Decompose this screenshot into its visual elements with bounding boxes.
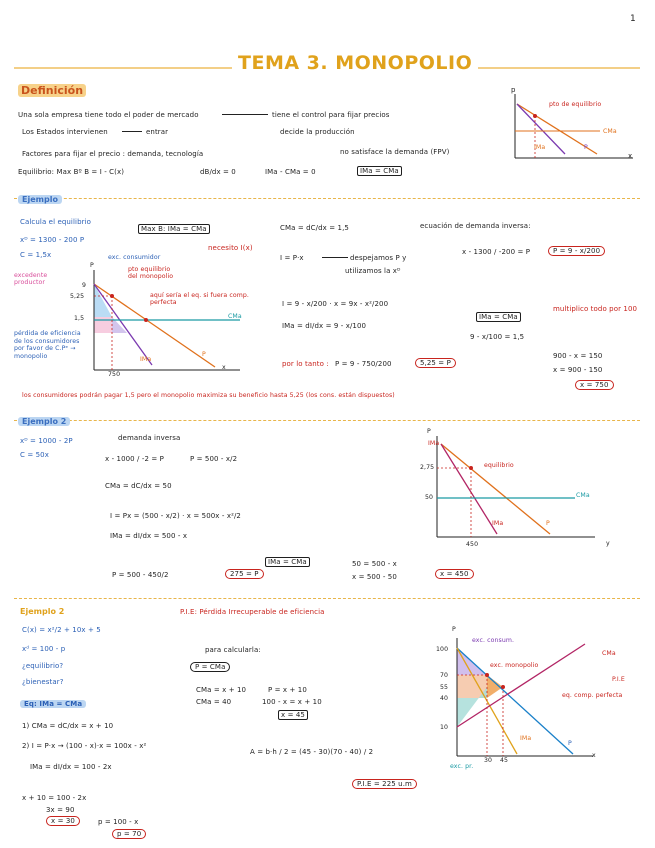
arrow-line [122,131,142,132]
ej2-b2: x - 1000 / -2 = P [105,455,164,463]
ej2-g-ima2: IMa [492,520,504,527]
ej1-g-9: 9 [82,282,87,289]
ej1-note: los consumidores podrán pagar 1,5 pero el monopolio maximiza su beneficio hasta 5,25 (los cons. están dispuestos) [22,392,395,399]
ej2-b6: IMa = dI/dx = 500 - x [110,532,188,540]
ej1-c16: por lo tanto : [282,360,329,368]
ej3-a5: Eq: IMa = CMa [20,700,86,708]
example2-heading: Ejemplo 2 [18,417,70,426]
ej3-b2: para calcularla: [205,646,261,654]
example3-heading: Ejemplo 2 [20,607,65,616]
ej1-c13: 900 - x = 150 [553,352,603,360]
section-divider [14,598,640,599]
ej1-c2: ecuación de demanda inversa: [420,222,531,230]
ej3-g-45: 45 [500,757,509,764]
ej3-g-55: 55 [440,684,449,691]
ej3-g-70: 70 [440,672,449,679]
ej3-b1: P.I.E: Pérdida Irrecuperable de eficiencia [180,608,325,616]
ej1-g-cp: aquí sería el eq. si fuera comp. perfecta [150,292,249,306]
ej1-c11: 9 - x/100 = 1,5 [470,333,525,341]
ej1-b2: necesito I(x) [208,244,253,252]
ej1-g-ec: exc. consumidor [108,254,161,261]
g1-cma-label: CMa [603,128,617,135]
def-line4: Equilibrio: Max Bº B = I - C(x) [18,168,125,176]
ej3-b3: P = CMa [190,662,230,672]
ej3-a13: p = 70 [112,829,146,839]
section-divider [14,420,640,421]
ej1-g-p: P [90,262,94,269]
equilibrium-graph [505,88,640,168]
section-divider [14,198,640,199]
ej3-b5: CMa = 40 [196,698,232,706]
ej1-g-pe: pérdida de eficiencia de los consumidores por favor de C.Pᵉ → monopolio [14,330,81,360]
g1-x-label: x [628,152,633,160]
ej3-b6: P = x + 10 [268,686,307,694]
def-line2b: entrar [146,128,169,136]
ej1-g-ima: IMa [140,356,152,363]
ej1-g-15: 1,5 [74,315,85,322]
def-line3b: no satisface la demanda (FPV) [340,148,450,156]
ej2-g-275: 2,75 [420,464,435,471]
ej3-a10: 3x = 90 [46,806,75,814]
example3-graph [445,632,595,767]
ej1-c5: utilizamos la xᴰ [345,267,401,275]
ej3-g-d: P [568,740,572,747]
ej3-g-mono: exc. monopolio [490,662,539,669]
ej1-g-x: x [222,364,226,371]
page-number: 1 [630,14,636,24]
ej2-b4: CMa = dC/dx = 50 [105,482,172,490]
ej3-b9: A = b·h / 2 = (45 - 30)(70 - 40) / 2 [250,748,374,756]
ej2-b5: I = Px = (500 - x/2) · x = 500x - x²/2 [110,512,241,520]
def-line1b: tiene el control para fijar precios [272,111,390,119]
ej2-g-50: 50 [425,494,434,501]
page-title: TEMA 3. MONOPOLIO [232,52,478,74]
ej1-c6: x - 1300 / -200 = P [462,248,531,256]
ej3-g-x: x [592,752,596,759]
ej2-g-cma: CMa [576,492,590,499]
ej1-a3: C = 1,5x [20,251,52,259]
ej3-g-ec: exc. consum. [472,637,515,644]
ej1-c12: multiplico todo por 100 [553,305,638,313]
ej1-g-750: 750 [108,371,121,378]
ej1-c18: 5,25 = P [415,358,456,368]
g1-p-label: p [511,86,516,94]
ej1-c9: IMa = dI/dx = 9 - x/100 [282,322,367,330]
def-line4c: IMa - CMa = 0 [265,168,316,176]
ej1-g-eq: pto equilibrio del monopolio [128,266,174,280]
ej1-a2: xᴰ = 1300 - 200 P [20,236,85,244]
ej2-b8: 50 = 500 - x [352,560,397,568]
ej2-b10: x = 450 [435,569,474,579]
ej3-a8: IMa = dI/dx = 100 - 2x [30,763,112,771]
ej3-g-cma: CMa [602,650,616,657]
ej3-a4: ¿bienestar? [22,678,64,686]
ej2-b3: P = 500 - x/2 [190,455,238,463]
def-line4d: IMa = CMa [357,166,402,176]
ej1-g-d: P [202,351,206,358]
ej3-b7: 100 - x = x + 10 [262,698,322,706]
ej1-c3: I = P·x [280,254,304,262]
ej3-g-ima: IMa [520,735,532,742]
g1-ima-label: IMa [534,144,546,151]
def-line2c: decide la producción [280,128,355,136]
ej1-g-cma: CMa [228,313,242,320]
example1-heading: Ejemplo [18,195,62,204]
ej3-g-pr: exc. pr. [450,763,474,770]
ej2-g-ima: IMa [428,440,440,447]
ej3-a11: x = 30 [46,816,80,826]
ej3-a1: C(x) = x²/2 + 10x + 5 [22,626,101,634]
ej3-a9: x + 10 = 100 - 2x [22,794,87,802]
ej1-c7: P = 9 - x/200 [548,246,605,256]
ej1-c8: I = 9 - x/200 · x = 9x - x²/200 [282,300,389,308]
ej1-c17: P = 9 - 750/200 [335,360,392,368]
def-line3: Factores para fijar el precio : demanda, tecnología [22,150,204,158]
ej3-g-100: 100 [436,646,449,653]
def-line1: Una sola empresa tiene todo el poder de mercado [18,111,199,119]
g1-eq-label: pto de equilibrio [549,101,602,108]
ej1-b1: Max B: IMa = CMa [138,224,210,234]
def-line4b: dB/dx = 0 [200,168,236,176]
definition-heading: Definición [18,84,86,97]
ej1-g-525: 5,25 [70,293,85,300]
ej2-g-y: y [606,540,610,547]
ej3-a2: xᵈ = 100 - p [22,645,66,653]
ej2-a2: C = 50x [20,451,49,459]
ej1-g-ep: excedente productor [14,272,48,286]
ej1-a1: Calcula el equilibrio [20,218,92,226]
ej1-c4: despejamos P y [350,254,407,262]
ej3-g-10: 10 [440,724,449,731]
def-line2: Los Estados intervienen [22,128,108,136]
ej2-g-eq: equilibrio [484,462,514,469]
ej2-g-p: P [427,428,431,435]
ej3-a12: p = 100 - x [98,818,139,826]
g1-d-label: P [584,144,588,151]
ej3-g-40: 40 [440,695,449,702]
ej1-c15: x = 750 [575,380,614,390]
arrow-line [222,114,268,115]
ej2-b12: 275 = P [225,569,264,579]
ej2-b1: demanda inversa [118,434,181,442]
example2-graph [415,432,600,550]
ej2-b11: P = 500 - 450/2 [112,571,169,579]
ej3-a6: 1) CMa = dC/dx = x + 10 [22,722,114,730]
ej3-b10: P.I.E = 225 u.m [352,779,417,789]
ej2-a1: xᴰ = 1000 - 2P [20,437,73,445]
ej1-c14: x = 900 - 150 [553,366,603,374]
ej3-g-pie: P.I.E [612,676,625,683]
ej3-g-p: P [452,626,456,633]
ej3-a3: ¿equilibrio? [22,662,64,670]
ej2-b9: x = 500 - 50 [352,573,397,581]
arrow-line [322,257,348,258]
ej3-g-cp: eq. comp. perfecta [562,692,623,699]
ej2-g-d: P [546,520,550,527]
ej2-b7: IMa = CMa [265,557,310,567]
ej2-g-450: 450 [466,541,479,548]
ej3-a7: 2) I = P·x → (100 - x)·x = 100x - x² [22,742,147,750]
ej1-c1: CMa = dC/dx = 1,5 [280,224,349,232]
ej3-b4: CMa = x + 10 [196,686,247,694]
ej3-g-30: 30 [484,757,493,764]
ej1-c10: IMa = CMa [476,312,521,322]
ej3-b8: x = 45 [278,710,308,720]
